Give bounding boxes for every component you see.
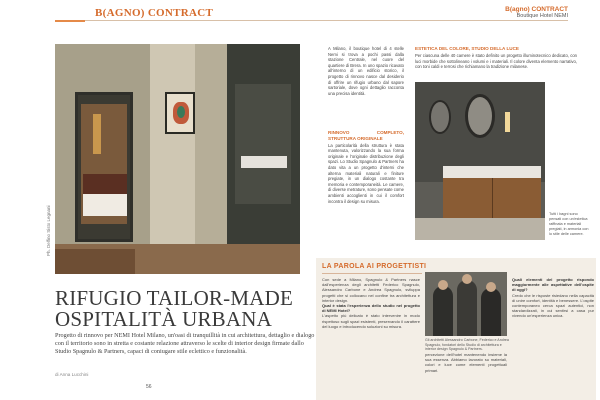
section-header (95, 7, 213, 19)
running-header-subtitle: Boutique Hotel NEMI (516, 13, 568, 19)
page-number: 56 (146, 384, 152, 390)
body-column-intro: A Milano, il boutique hotel di 4 stelle Nemi si trova a pochi passi dalla stazione Centrale, nel cuore del quartiere di Brera. In uno spazio ricavato all'interno di un edificio storico, il progetto di rinnovo nasce dal desiderio di offrire un rifugio urbano dal sapore sartoriale, dove ogni dettaglio racconta una precisa identità. (328, 46, 404, 96)
interview-intro: Con sede a Milano, Spagnulo & Partners nasce dall'esperienza degli architetti Federico Spagnulo, Alessandro Carbone e Andrea Spagnulo, sviluppa progetti che si collocano nel confine tra architettura e interior design. (322, 277, 420, 303)
interview-question-2: Quali elementi del progetto rispondo maggiormente alle aspettative dell'ospite di oggi? (512, 277, 594, 293)
bathroom-photo (415, 82, 545, 240)
interview-rule (322, 273, 422, 274)
interview-column-2 (512, 277, 594, 319)
article-title-line-2: OSPITALITÀ URBANA (55, 307, 272, 331)
top-rule (55, 20, 568, 21)
running-header (505, 6, 568, 19)
subheading-renovation: RINNOVO COMPLETO, STRUTTURA ORIGINALE (328, 130, 404, 141)
article-lead: Progetto di rinnovo per NEMI Hotel Milano, un'oasi di tranquillità in cui architettura, dettaglio e dialogo con il territorio sono in stretta e costante relazione attraverso le scelte di interior design firmate dallo Studio Spagnulo & Partners, capaci di coniugare stile eclettico e funzionalità. (55, 332, 315, 356)
portrait-caption: Gli architetti Alessandro Carbone, Federico e Andrea Spagnulo, fondatori dello Studio di architettura e interior design Spagnulo & Partners. (425, 338, 509, 352)
body-column-renovation (328, 130, 404, 204)
article-title (55, 288, 315, 330)
body-text-color: Per ciascuna delle 40 camere è stato definito un progetto illuminotecnico dedicato, con luci morbide che sottolineano i volumi e i materiali. Il colore diventa elemento narrativo, con toni caldi e terrosi che richiamano la tradizione milanese. (415, 53, 577, 70)
section-header-label: B(AGNO) CONTRACT (95, 7, 214, 19)
architects-portrait (425, 272, 507, 336)
bathroom-caption: Tutti i bagni sono pensati con un'estetica raffinata e materiali pregiati, in armonia con lo stile delle camere. (549, 212, 589, 236)
body-column-color (415, 46, 577, 70)
accent-rule (55, 20, 85, 22)
hotel-room-photo (55, 44, 300, 274)
interview-answer-2: Credo che le risposte risiedano nella capacità di unire comfort, identità e benessere. L'ospite contemporaneo cerca spazi autentici, non standardizzati, in cui sentirsi a casa pur vivendo un'esperienza unica. (512, 292, 594, 319)
interview-title: LA PAROLA AI PROGETTISTI (322, 263, 427, 270)
subheading-color: ESTETICA DEL COLORE, STUDIO DELLA LUCE (415, 46, 519, 51)
article-title-line-1: RIFUGIO TAILOR-MADE (55, 286, 293, 310)
running-header-brand: B(agno) CONTRACT (505, 6, 568, 13)
interview-answer-1: L'aspetto più delicato è stato intervenire in modo rispettoso sugli spazi esistenti, preservando il carattere del luogo e introducendo soluzioni su misura. (322, 313, 420, 329)
byline: di Anna Lucchini (55, 372, 89, 377)
interview-question-1: Qual è stata l'esperienza dello studio nel progetto di NEMI Hotel? (322, 303, 420, 314)
interview-column-1 (322, 277, 420, 329)
photo-credit: Ph. Delfino Sisto Legnani (46, 205, 51, 256)
body-text-renovation: La particolarità della struttura è stata mantenuta, valorizzando la sua forma originale e l'originale distribuzione degli spazi. Lo Studio Spagnulo & Partners ha dato vita a un progetto d'interni che alterna materiali naturali e finiture pregiate, in un dialogo costante tra memoria e contemporaneità. Le camere, di diverse metrature, sono pensate come ambienti accoglienti in cui il comfort incontra il design su misura. (328, 142, 404, 204)
interview-column-mid: percezione dell'hotel mantenendo insieme la sua essenza. Abbiamo lavorato su materiali, colori e luce come elementi progettuali primari. (425, 352, 507, 373)
